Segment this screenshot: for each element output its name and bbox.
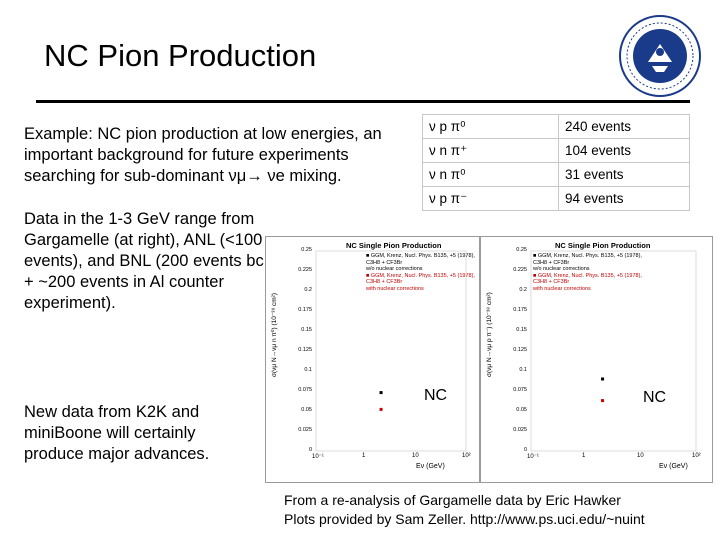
channel-cell: ν p π⁰ [423,115,559,139]
y-tick-label: 0.05 [516,407,527,413]
table-row [423,163,690,187]
y-axis-label: σ(νμ N→νμ p π⁻) (10⁻³⁸ cm²) [486,292,493,377]
x-tick-label: 10 [412,453,419,459]
data-range-text: Data in the 1-3 GeV range from Gargamelle (at right), ANL (<100 events), and BNL (200 events bc + ~200 events in Al counter experiment). [24,210,264,312]
table-row [423,115,690,139]
event-count-table [422,114,690,211]
credit-line: Plots provided by Sam Zeller. http://www.ps.uci.edu/~nuint [284,511,645,527]
y-tick-label: 0 [308,447,312,453]
x-tick-label: 10² [462,453,471,459]
data-point [601,378,604,381]
plot-title: NC Single Pion Production [555,241,651,250]
legend-entry: w/o nuclear corrections [366,266,423,272]
y-tick-label: 0.15 [516,327,527,333]
nc-annotation: NC [643,389,667,406]
page-title: NC Pion Production [44,38,317,73]
nc-annotation: NC [424,387,448,404]
y-tick-label: 0.125 [513,347,527,353]
x-tick-label: 10² [692,453,701,459]
fermilab-seal-logo [618,14,702,98]
y-tick-label: 0.125 [298,347,312,353]
table-row [423,187,690,211]
y-tick-label: 0.1 [304,367,312,373]
x-tick-label: 10 [637,453,644,459]
x-tick-label: 1 [362,453,366,459]
x-tick-label: 1 [582,453,586,459]
data-point [601,399,604,402]
y-tick-label: 0.225 [298,267,312,273]
y-tick-label: 0.2 [304,287,312,293]
y-tick-label: 0.15 [301,327,312,333]
credit-line: From a re-analysis of Gargamelle data by Eric Hawker [284,492,621,508]
legend-entry: with nuclear corrections [366,285,424,292]
y-tick-label: 0.1 [519,367,527,373]
channel-cell: ν n π⁰ [423,163,559,187]
y-tick-label: 0.2 [519,287,527,293]
table-row [423,139,690,163]
x-axis-label: Eν (GeV) [416,463,445,470]
y-tick-label: 0.025 [513,427,527,433]
y-tick-label: 0.175 [513,307,527,313]
data-point [380,391,383,394]
y-tick-label: 0.075 [298,387,312,393]
new-data-text: New data from K2K and miniBoone will certainly produce major advances. [24,403,210,463]
events-cell: 104 events [559,139,690,163]
events-cell: 31 events [559,163,690,187]
cross-section-plot-left [265,236,480,483]
events-cell: 240 events [559,115,690,139]
events-cell: 94 events [559,187,690,211]
plot-area [481,237,712,482]
channel-cell: ν p π⁻ [423,187,559,211]
intro-text: Example: NC pion production at low energies, an important background for future experiments searching for sub-dominant νμ→ νe mixing. [24,125,382,185]
plot-area [266,237,479,482]
y-axis-label: σ(νμ N→νμ n π⁰) (10⁻³⁸ cm²) [271,293,278,377]
legend-entry: ■ GGM, Krenz, Nucl. Phys. B135, +5 (1978), C3H8 + CF3Br [366,272,475,285]
legend-entry: ■ GGM, Krenz, Nucl. Phys. B135, +5 (1978), C3H8 + CF3Br [366,253,475,266]
channel-cell: ν n π⁺ [423,139,559,163]
y-tick-label: 0.175 [298,307,312,313]
y-tick-label: 0.025 [298,427,312,433]
x-tick-label: 10⁻¹ [527,454,539,460]
x-axis-label: Eν (GeV) [659,463,688,470]
y-tick-label: 0.075 [513,387,527,393]
y-tick-label: 0.225 [513,267,527,273]
x-tick-label: 10⁻¹ [312,454,324,460]
y-tick-label: 0.25 [301,247,312,253]
legend-entry: with nuclear corrections [533,285,591,292]
data-point [380,408,383,411]
legend-entry: ■ GGM, Krenz, Nucl. Phys. B135, +5 (1978), C3H8 + CF3Br [533,253,642,266]
title-divider [36,100,690,103]
cross-section-plot-right [480,236,713,483]
plot-title: NC Single Pion Production [346,241,442,250]
credits [284,491,645,529]
y-tick-label: 0 [523,447,527,453]
y-tick-label: 0.25 [516,247,527,253]
legend-entry: ■ GGM, Krenz, Nucl. Phys. B135, +5 (1978), C3H8 + CF3Br [533,272,642,285]
legend-entry: w/o nuclear corrections [533,266,590,272]
y-tick-label: 0.05 [301,407,312,413]
